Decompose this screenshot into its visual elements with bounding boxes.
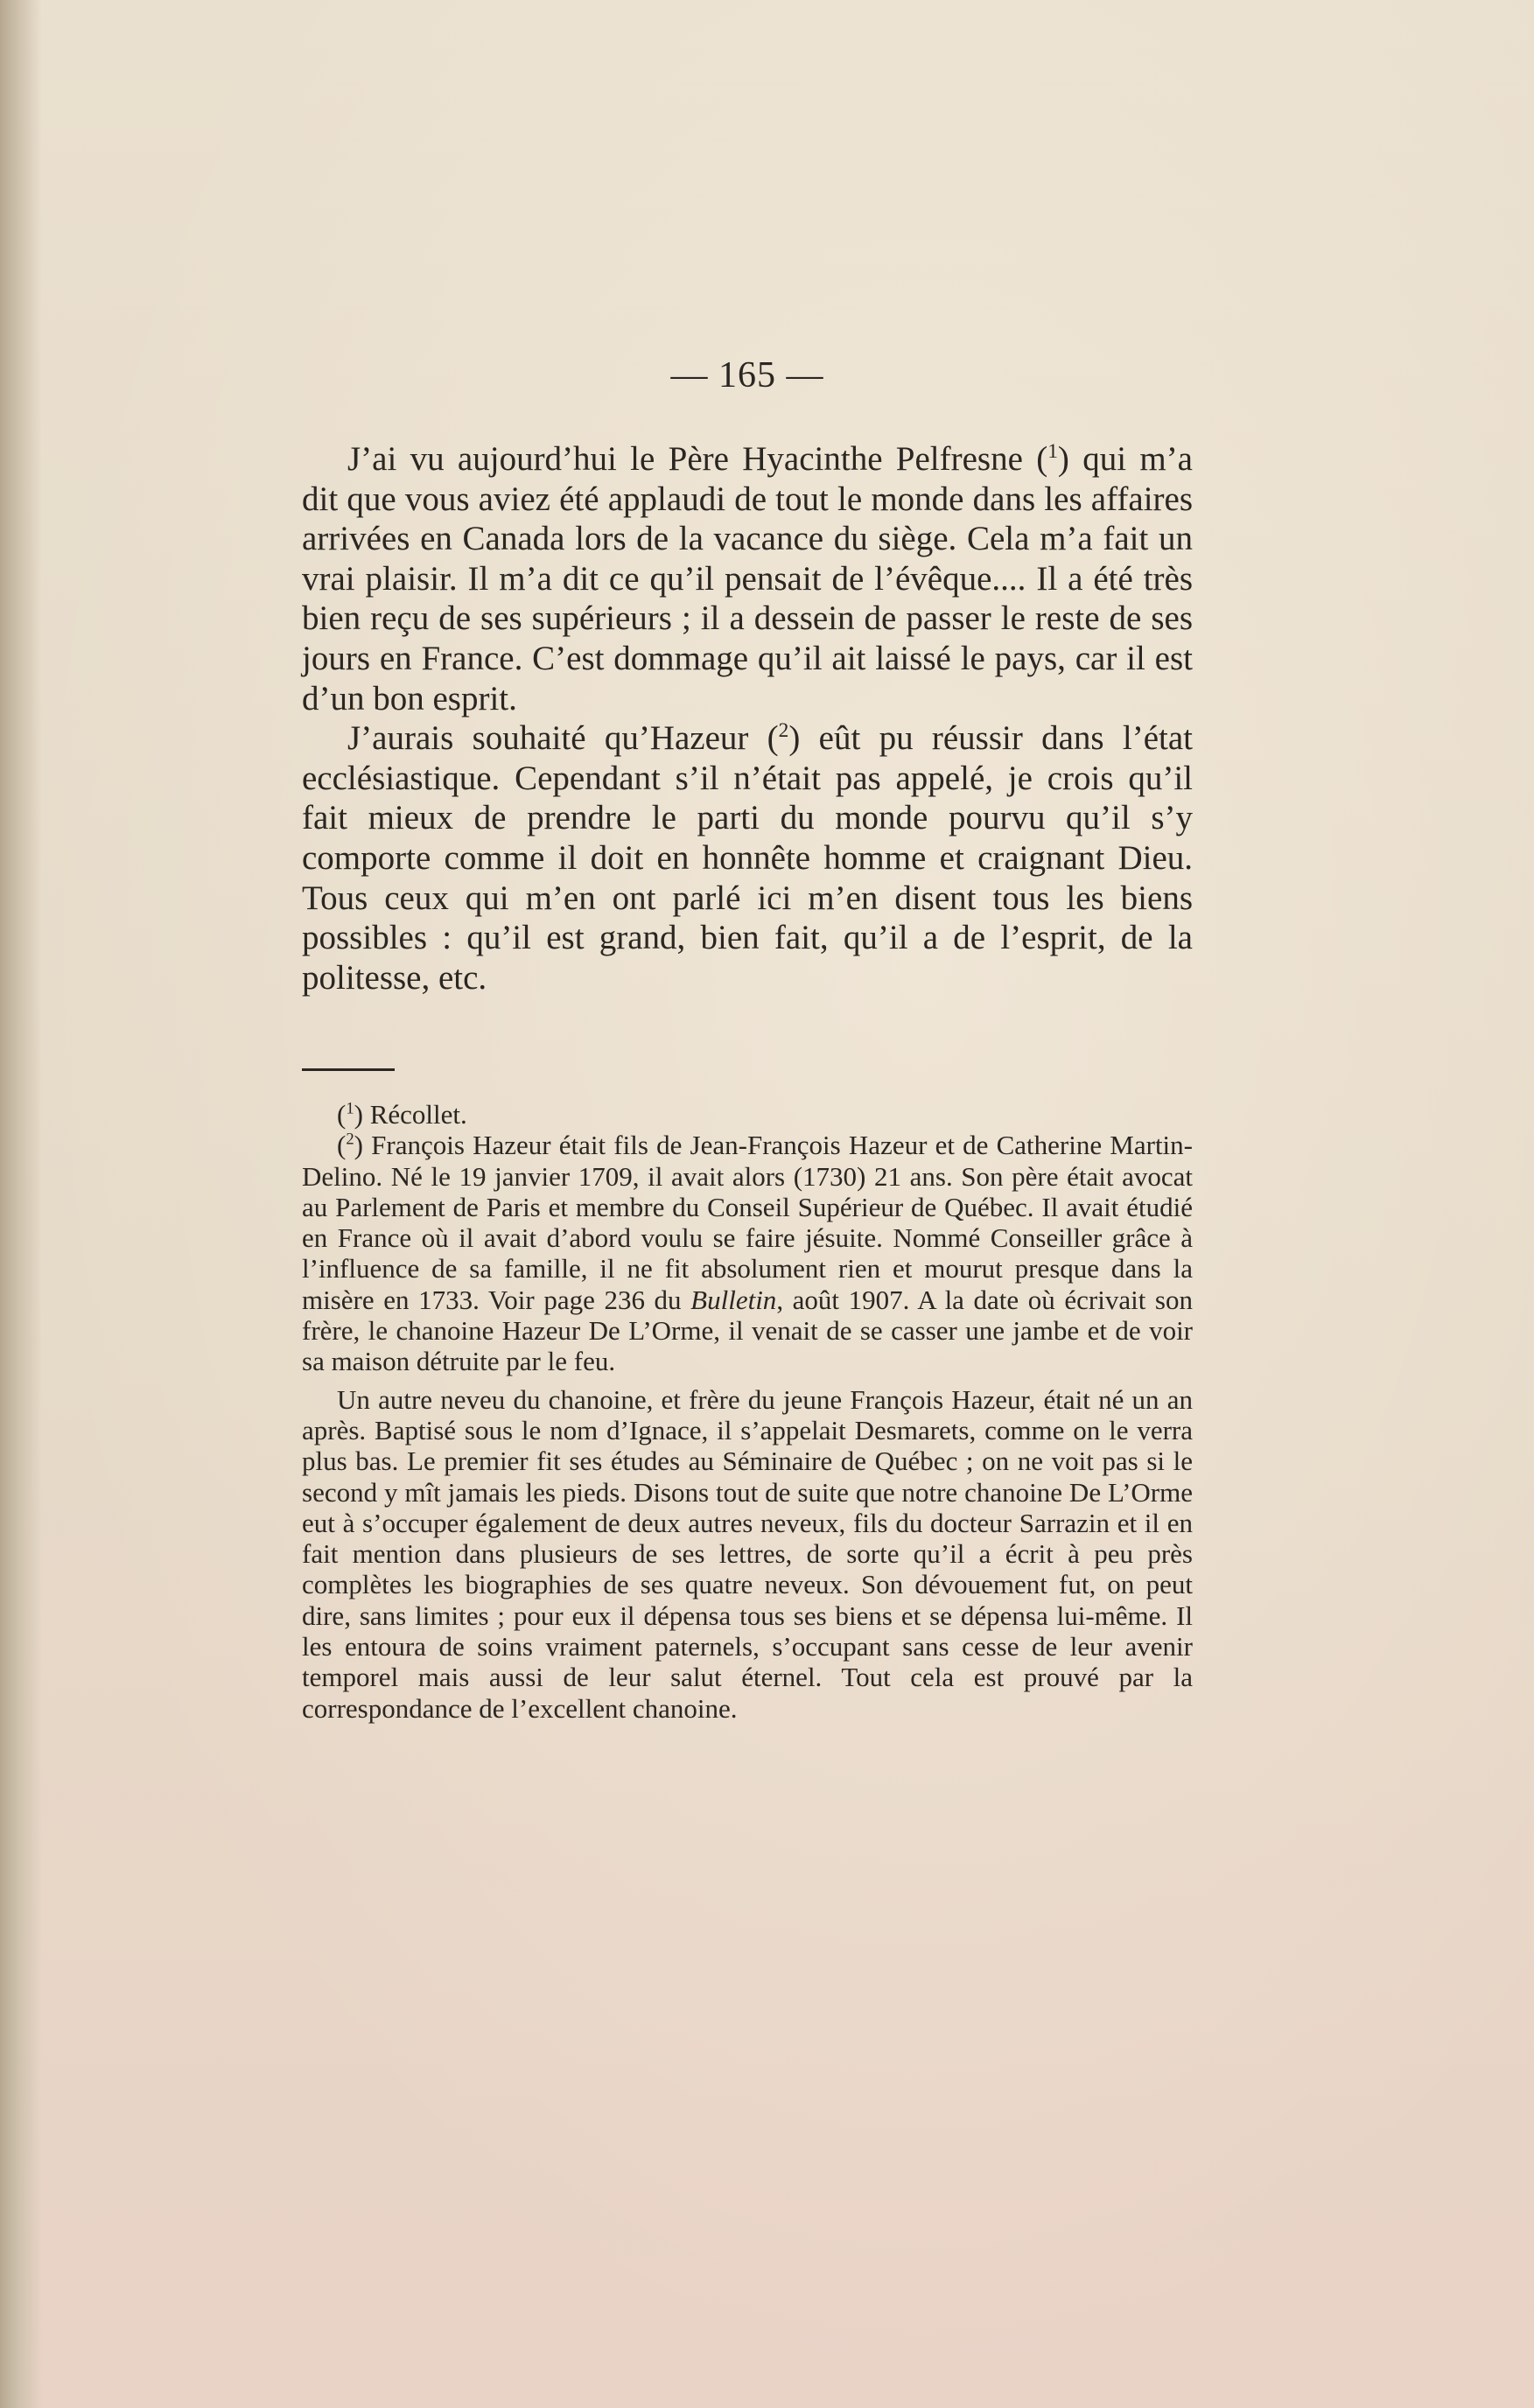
footnotes [302, 1099, 1193, 1724]
paragraph-2 [302, 718, 1193, 998]
footnote-2: ($^2$) François Hazeur était fils de Jean-François Hazeur et de Catherine Martin-Delino. Né le 19 janvier 1709, il avait alors (1730) 21 ans. Son père était avocat au Parlement de Paris et membre du Conseil Supérieur de Québec. Il avait étudié en France où il avait d’abord voulu se faire jésuite. Nommé Conseiller grâce à l’influence de sa famille, il ne fit absolument rien et mourut presque dans la misère en 1733. Voir page 236 du Bulletin, août 1907. A la date où écrivait son frère, le chanoine Hazeur De L’Orme, il venait de se casser une jambe et de voir sa maison détruite par le feu. [302, 1130, 1193, 1377]
footnote-1: ($^1$) Récollet. [337, 1099, 467, 1130]
page-number: — 165 — [670, 355, 824, 396]
footnote-2-italic-title: Bulletin [690, 1284, 777, 1315]
footnote-3-paragraph: Un autre neveu du chanoine, et frère du jeune François Hazeur, était né un an après. Baptisé sous le nom d’Ignace, il s’appelait Desmarets, comme on le verra plus bas. Le premier fit ses études au Séminaire de Québec ; on ne voit pas si le second y mît jamais les pieds. Disons tout de suite que notre chanoine De L’Orme eut à s’occuper également de deux autres neveux, fils du docteur Sarrazin et il en fait mention dans plusieurs de ses lettres, de sorte qu’il a écrit à peu près complètes les biographies de ses quatre neveux. Son dévouement fut, on peut dire, sans limites ; pour eux il dépensa tous ses biens et se dépensa lui-même. Il les entoura de soins vraiment paternels, s’occupant sans cesse de leur avenir temporel mais aussi de leur salut éternel. Tout cela est prouvé par la correspondance de l’excellent chanoine. [302, 1383, 1193, 1724]
footnote-2-marker: 2 [346, 1130, 354, 1149]
binding-gutter [0, 0, 42, 2408]
footnote-2-part-b: , août 1907. A la date où écrivait son frère, le chanoine Hazeur De L’Orme, il venait de se casser une jambe et de voir sa maison détruite par le feu. [302, 1284, 1193, 1377]
paragraph-2-part-a: J’aurais souhaité qu’Hazeur ( [347, 719, 779, 758]
main-text [302, 439, 1193, 998]
footnote-ref-2: 2 [778, 719, 789, 743]
footnote-separator [302, 1068, 395, 1071]
paragraph-1-part-b: ) qui m’a dit que vous aviez été applaudi de tout le monde dans les affaires arrivées en Canada lors de la vacance du siège. Cela m’a fait un vrai plaisir. Il m’a dit ce qu’il pensait de l’évêque.... Il a été très bien reçu de ses supérieurs ; il a dessein de passer le reste de ses jours en France. C’est dommage qu’il ait laissé le pays, car il est d’un bon esprit. [302, 440, 1193, 718]
paragraph-1 [302, 439, 1193, 718]
footnote-1-marker: 1 [346, 1099, 354, 1118]
paragraph-2-part-b: ) eût pu réussir dans l’état ecclésiastique. Cependant s’il n’était pas appelé, je crois qu’il fait mieux de prendre le parti du monde pourvu qu’il s’y comporte comme il doit en honnête homme et craignant Dieu. Tous ceux qui m’en ont parlé ici m’en disent tous les biens possibles : qu’il est grand, bien fait, qu’il a de l’esprit, de la politesse, etc. [302, 719, 1193, 997]
footnote-2-part-a: François Hazeur était fils de Jean-François Hazeur et de Catherine Martin-Delino. Né le 19 janvier 1709, il avait alors (1730) 21 ans. Son père était avocat au Parlement de Paris et membre du Conseil Supérieur de Québec. Il avait étudié en France où il avait d’abord voulu se faire jésuite. Nommé Conseiller grâce à l’influence de sa famille, il ne fit absolument rien et mourut presque dans la misère en 1733. Voir page 236 du [302, 1130, 1193, 1315]
footnote-1-text: Récollet. [369, 1099, 467, 1130]
paragraph-1-part-a: J’ai vu aujourd’hui le Père Hyacinthe Pelfresne ( [347, 440, 1048, 478]
footnote-ref-1: 1 [1047, 440, 1058, 463]
